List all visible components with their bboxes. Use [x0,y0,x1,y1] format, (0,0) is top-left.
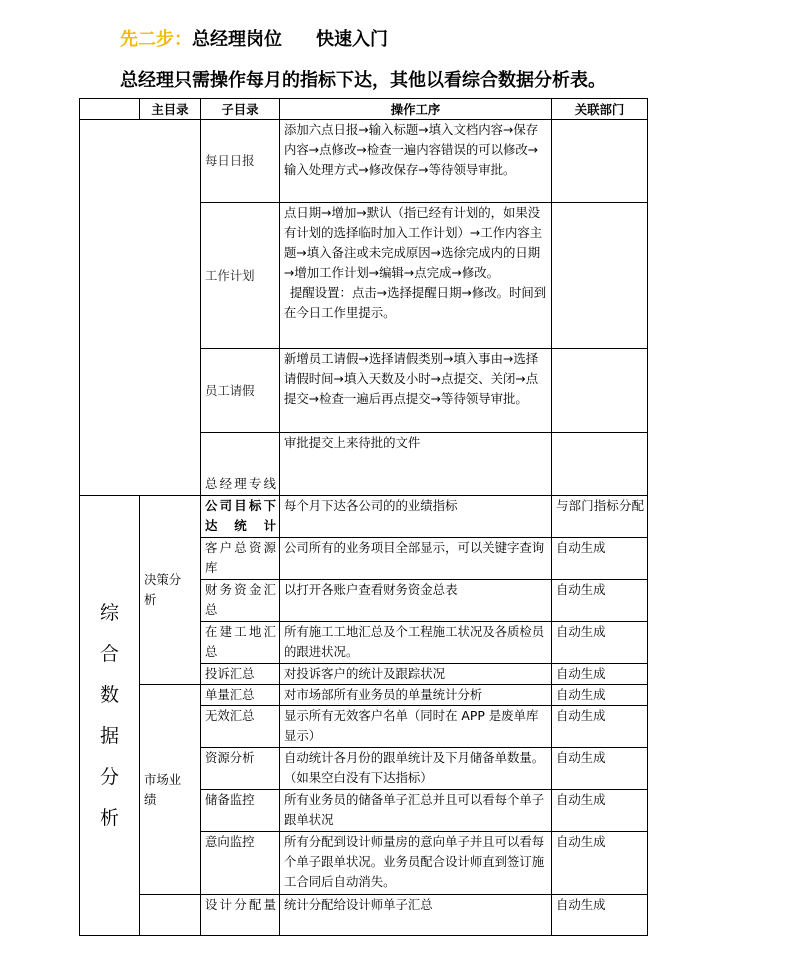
procedure-text: 点日期→增加→默认（指已经有计划的，如果没有计划的选择临时加入工作计划）→工作内容主题→填入备注或未完成原因→选徐完成内的日期→增加工作计划→编辑→点完成→修改。 [284,205,543,280]
group-market-performance [140,685,201,895]
procedure-cell: 自动统计各月份的跟单统计及下月储备单数量。（如果空白没有下达指标） [280,748,552,790]
sub-dir-cell: 单量汇总 [201,685,280,706]
sub-dir-cell: 公司目标下达统计 [201,496,280,538]
analysis-section-label [80,496,140,936]
sub-dir-cell: 储备监控 [201,790,280,832]
sub-dir-text: 总经理专线 [205,476,276,491]
dept-cell: 自动生成 [552,706,648,748]
page-subtitle: 总经理只需操作每月的指标下达，其他以看综合数据分析表。 [120,70,606,91]
header-procedure: 操作工序 [280,99,552,120]
table-row [80,120,648,203]
sub-dir-cell: 工作计划 [201,203,280,349]
quick-start-title: 快速入门 [316,29,388,50]
dept-cell: 自动生成 [552,685,648,706]
operations-table [79,98,648,936]
dept-cell [552,433,648,496]
sub-dir-cell: 意向监控 [201,832,280,895]
group-name-line: 析 [144,592,157,607]
header-main-dir: 主目录 [140,99,201,120]
procedure-cell: 新增员工请假→选择请假类别→填入事由→选择请假时间→填入天数及小时→点提交、关闭→点提交→检查一遍后再点提交→等待领导审批。 [280,349,552,433]
label-char: 据 [99,724,119,747]
group-name-line: 市场业 [144,771,182,787]
dept-cell: 自动生成 [552,664,648,685]
procedure-cell: 以打开各账户查看财务资金总表 [280,580,552,622]
procedure-cell: 审批提交上来待批的文件 [280,433,552,496]
table-row [80,895,648,936]
procedure-cell: 公司所有的业务项目全部显示，可以关键字查询 [280,538,552,580]
label-char: 析 [99,806,119,829]
dept-cell: 自动生成 [552,748,648,790]
procedure-cell: 所有业务员的储备单子汇总并且可以看每个单子跟单状况 [280,790,552,832]
sub-dir-cell: 财务资金汇总 [201,580,280,622]
role-title: 总经理岗位 [192,29,282,50]
sub-dir-cell: 设计分配量 [201,895,280,936]
header-related-dept: 关联部门 [552,99,648,120]
dept-cell [552,349,648,433]
step-title [120,25,388,51]
table-header-row [80,99,648,120]
procedure-cell: 添加六点日报→输入标题→填入文档内容→保存内容→点修改→检查一遍内容错误的可以修改→输入处理方式→修改保存→等待领导审批。 [280,120,552,203]
header-sub-dir: 子目录 [201,99,280,120]
dept-cell: 自动生成 [552,790,648,832]
procedure-cell: 对投诉客户的统计及跟踪状况 [280,664,552,685]
procedure-cell: 显示所有无效客户名单（同时在 APP 是废单库显示） [280,706,552,748]
dept-cell: 自动生成 [552,580,648,622]
dept-cell [552,203,648,349]
procedure-cell: 所有施工工地汇总及个工程施工状况及各质检员的跟进状况。 [280,622,552,664]
dept-cell: 自动生成 [552,895,648,936]
dept-cell [552,120,648,203]
dept-cell: 与部门指标分配 [552,496,648,538]
sub-dir-cell [201,433,280,496]
sub-dir-cell: 客户总资源库 [201,538,280,580]
group-name-line: 决策分 [144,572,182,587]
label-char: 数 [99,683,119,706]
dept-cell: 自动生成 [552,832,648,895]
step-lead: 先二步： [120,29,192,50]
header-blank [80,99,140,120]
daily-section-blank [80,120,201,496]
procedure-cell: 对市场部所有业务员的单量统计分析 [280,685,552,706]
procedure-cell: 统计分配给设计师单子汇总 [280,895,552,936]
sub-dir-cell: 员工请假 [201,349,280,433]
procedure-cell: 所有分配到设计师量房的意向单子并且可以看每个单子跟单状况。业务员配合设计师直到签订施工合同后自动消失。 [280,832,552,895]
procedure-cell: 每个月下达各公司的的业绩指标 [280,496,552,538]
procedure-cell [280,203,552,349]
dept-cell: 自动生成 [552,538,648,580]
label-char: 合 [99,642,119,665]
sub-dir-cell: 投诉汇总 [201,664,280,685]
label-char: 分 [99,765,119,788]
group-blank [140,895,201,936]
table-row [80,685,648,706]
label-char: 综 [99,601,119,624]
group-name-line: 绩 [144,791,157,807]
sub-dir-cell: 资源分析 [201,748,280,790]
sub-dir-cell: 无效汇总 [201,706,280,748]
dept-cell: 自动生成 [552,622,648,664]
reminder-text: 提醒设置：点击→选择提醒日期→修改。时间到在今日工作里提示。 [284,285,547,320]
table-row [80,496,648,538]
sub-dir-cell: 在建工地汇总 [201,622,280,664]
group-decision-analysis [140,496,201,685]
sub-dir-cell: 每日日报 [201,120,280,203]
